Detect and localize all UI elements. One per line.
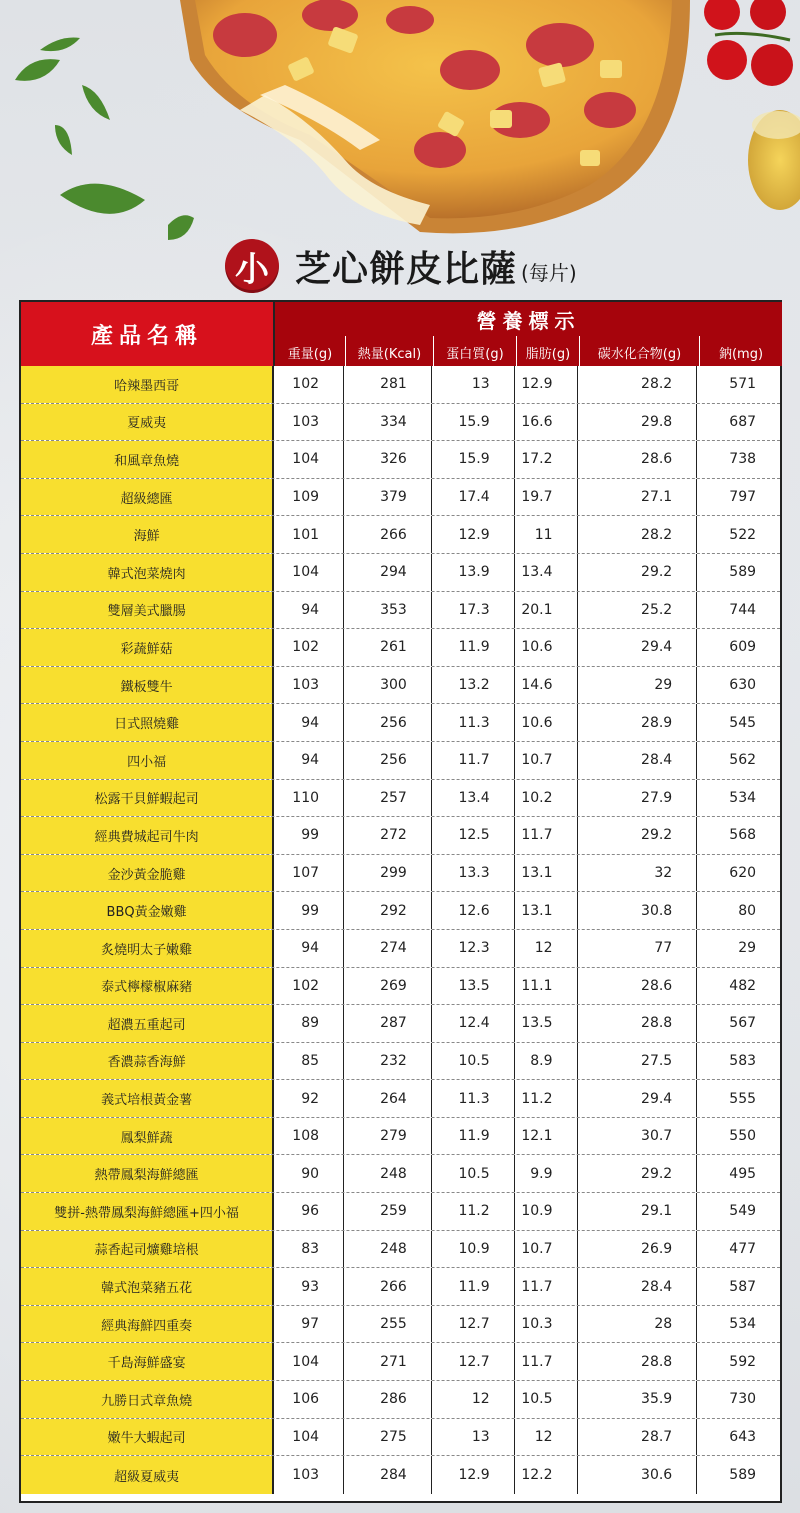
protein-cell: 17.3	[432, 592, 515, 629]
product-name-cell: 夏威夷	[21, 404, 274, 441]
calories-cell: 275	[344, 1419, 432, 1456]
table-row	[21, 780, 780, 818]
protein-cell: 10.5	[432, 1043, 515, 1080]
carbs-cell: 30.8	[578, 892, 698, 929]
fat-cell: 10.7	[515, 1231, 578, 1268]
table-row	[21, 892, 780, 930]
fat-cell: 10.5	[515, 1381, 578, 1418]
calories-cell: 299	[344, 855, 432, 892]
fat-cell: 8.9	[515, 1043, 578, 1080]
product-name-cell: 雙層美式臘腸	[21, 592, 274, 629]
column-header-weight: 重量(g)	[275, 336, 345, 366]
table-row	[21, 930, 780, 968]
product-name-cell: 九勝日式章魚燒	[21, 1381, 274, 1418]
carbs-cell: 28.8	[578, 1343, 698, 1380]
nutrition-group-header: 營養標示	[275, 302, 782, 336]
fat-cell: 12.9	[515, 366, 578, 403]
carbs-cell: 29.2	[578, 817, 698, 854]
calories-cell: 269	[344, 968, 432, 1005]
protein-cell: 12.7	[432, 1343, 515, 1380]
sodium-cell: 534	[729, 789, 757, 806]
protein-cell: 12.6	[432, 892, 515, 929]
calories-cell: 281	[344, 366, 432, 403]
weight-cell: 103	[274, 667, 344, 704]
table-row	[21, 1381, 780, 1419]
sodium-cell: 534	[729, 1316, 757, 1333]
product-name-cell: 彩蔬鮮菇	[21, 629, 274, 666]
carbs-cell: 28.8	[578, 1005, 698, 1042]
fat-cell: 10.2	[515, 780, 578, 817]
product-name-cell: 義式培根黃金薯	[21, 1080, 274, 1117]
protein-cell: 12.9	[432, 516, 515, 553]
fat-cell: 10.6	[515, 629, 578, 666]
sodium-cell: 522	[729, 526, 757, 543]
carbs-cell: 27.9	[578, 780, 698, 817]
protein-cell: 11.9	[432, 1268, 515, 1305]
product-name-cell: 韓式泡菜燒肉	[21, 554, 274, 591]
weight-cell: 106	[274, 1381, 344, 1418]
size-badge: 小	[225, 239, 279, 293]
product-name-cell: 香濃蒜香海鮮	[21, 1043, 274, 1080]
carbs-cell: 32	[578, 855, 698, 892]
product-name-cell: 千島海鮮盛宴	[21, 1343, 274, 1380]
sodium-cell: 687	[729, 413, 757, 430]
weight-cell: 90	[274, 1155, 344, 1192]
table-row	[21, 742, 780, 780]
table-row	[21, 404, 780, 442]
weight-cell: 92	[274, 1080, 344, 1117]
weight-cell: 103	[274, 1456, 344, 1494]
calories-cell: 326	[344, 441, 432, 478]
table-row	[21, 1193, 780, 1231]
weight-cell: 93	[274, 1268, 344, 1305]
table-row	[21, 817, 780, 855]
protein-cell: 11.2	[432, 1193, 515, 1230]
sodium-cell: 562	[729, 752, 757, 769]
weight-cell: 109	[274, 479, 344, 516]
calories-cell: 264	[344, 1080, 432, 1117]
protein-cell: 13.9	[432, 554, 515, 591]
calories-cell: 271	[344, 1343, 432, 1380]
protein-cell: 11.9	[432, 1118, 515, 1155]
protein-cell: 12.5	[432, 817, 515, 854]
product-name-cell: 松露干貝鮮蝦起司	[21, 780, 274, 817]
table-row	[21, 1231, 780, 1269]
calories-cell: 272	[344, 817, 432, 854]
page-subtitle: (每片)	[521, 260, 577, 285]
table-row	[21, 1343, 780, 1381]
carbs-cell: 27.5	[578, 1043, 698, 1080]
carbs-cell: 30.6	[578, 1456, 698, 1494]
carbs-cell: 28.4	[578, 742, 698, 779]
table-row	[21, 479, 780, 517]
sodium-cell: 797	[729, 489, 757, 506]
fat-cell: 10.7	[515, 742, 578, 779]
carbs-cell: 28	[578, 1306, 698, 1343]
calories-cell: 256	[344, 742, 432, 779]
sodium-cell: 738	[729, 451, 757, 468]
protein-cell: 11.3	[432, 1080, 515, 1117]
sodium-cell: 568	[729, 827, 757, 844]
fat-cell: 9.9	[515, 1155, 578, 1192]
protein-cell: 11.9	[432, 629, 515, 666]
carbs-cell: 29.2	[578, 1155, 698, 1192]
fat-cell: 11.1	[515, 968, 578, 1005]
fat-cell: 12	[515, 930, 578, 967]
fat-cell: 16.6	[515, 404, 578, 441]
calories-cell: 286	[344, 1381, 432, 1418]
carbs-cell: 28.9	[578, 704, 698, 741]
protein-cell: 12.7	[432, 1306, 515, 1343]
nutrition-column-headers	[275, 336, 782, 366]
weight-cell: 85	[274, 1043, 344, 1080]
table-row	[21, 968, 780, 1006]
carbs-cell: 28.6	[578, 441, 698, 478]
product-name-cell: 日式照燒雞	[21, 704, 274, 741]
product-name-cell: BBQ黃金嫩雞	[21, 892, 274, 929]
carbs-cell: 29.8	[578, 404, 698, 441]
fat-cell: 10.9	[515, 1193, 578, 1230]
fat-cell: 20.1	[515, 592, 578, 629]
sodium-cell: 643	[729, 1428, 757, 1445]
fat-cell: 11.7	[515, 1343, 578, 1380]
product-name-cell: 海鮮	[21, 516, 274, 553]
weight-cell: 102	[274, 968, 344, 1005]
sodium-cell: 567	[729, 1015, 757, 1032]
sodium-cell: 495	[729, 1165, 757, 1182]
calories-cell: 256	[344, 704, 432, 741]
carbs-cell: 35.9	[578, 1381, 698, 1418]
sodium-cell: 620	[729, 865, 757, 882]
sodium-cell: 592	[729, 1353, 757, 1370]
column-header-sodium: 鈉(mg)	[699, 336, 782, 366]
weight-cell: 104	[274, 554, 344, 591]
table-row	[21, 629, 780, 667]
protein-cell: 12.4	[432, 1005, 515, 1042]
sodium-cell: 29	[738, 940, 757, 957]
calories-cell: 279	[344, 1118, 432, 1155]
carbs-cell: 28.2	[578, 366, 698, 403]
table-row	[21, 1043, 780, 1081]
product-name-cell: 超級夏威夷	[21, 1456, 274, 1494]
table-row	[21, 366, 780, 404]
table-row	[21, 592, 780, 630]
product-name-cell: 經典費城起司牛肉	[21, 817, 274, 854]
weight-cell: 102	[274, 366, 344, 403]
table-row	[21, 1456, 780, 1494]
product-name-cell: 經典海鮮四重奏	[21, 1306, 274, 1343]
product-name-header: 產品名稱	[21, 302, 275, 366]
carbs-cell: 29.2	[578, 554, 698, 591]
fat-cell: 19.7	[515, 479, 578, 516]
carbs-cell: 28.4	[578, 1268, 698, 1305]
protein-cell: 17.4	[432, 479, 515, 516]
sodium-cell: 477	[729, 1240, 757, 1257]
fat-cell: 11	[515, 516, 578, 553]
calories-cell: 266	[344, 1268, 432, 1305]
carbs-cell: 29.4	[578, 629, 698, 666]
calories-cell: 294	[344, 554, 432, 591]
calories-cell: 334	[344, 404, 432, 441]
table-row	[21, 1155, 780, 1193]
product-name-cell: 熱帶鳳梨海鮮總匯	[21, 1155, 274, 1192]
sodium-cell: 482	[729, 977, 757, 994]
table-row	[21, 1005, 780, 1043]
weight-cell: 104	[274, 441, 344, 478]
weight-cell: 97	[274, 1306, 344, 1343]
fat-cell: 12.2	[515, 1456, 578, 1494]
table-row	[21, 1080, 780, 1118]
table-row	[21, 516, 780, 554]
calories-cell: 232	[344, 1043, 432, 1080]
weight-cell: 83	[274, 1231, 344, 1268]
fat-cell: 13.4	[515, 554, 578, 591]
product-name-cell: 韓式泡菜豬五花	[21, 1268, 274, 1305]
protein-cell: 13.5	[432, 968, 515, 1005]
nutrition-table	[19, 300, 782, 1503]
sodium-cell: 744	[729, 601, 757, 618]
protein-cell: 10.5	[432, 1155, 515, 1192]
table-row	[21, 441, 780, 479]
protein-cell: 15.9	[432, 441, 515, 478]
protein-cell: 15.9	[432, 404, 515, 441]
weight-cell: 94	[274, 742, 344, 779]
product-name-cell: 四小福	[21, 742, 274, 779]
column-header-carbs: 碳水化合物(g)	[579, 336, 699, 366]
weight-cell: 94	[274, 704, 344, 741]
weight-cell: 96	[274, 1193, 344, 1230]
sodium-cell: 555	[729, 1090, 757, 1107]
sodium-cell: 589	[729, 1467, 757, 1484]
pizza-hero-image	[0, 0, 800, 240]
calories-cell: 353	[344, 592, 432, 629]
column-header-calories: 熱量(Kcal)	[345, 336, 433, 366]
protein-cell: 13.3	[432, 855, 515, 892]
carbs-cell: 29.1	[578, 1193, 698, 1230]
weight-cell: 108	[274, 1118, 344, 1155]
product-name-cell: 蒜香起司爌雞培根	[21, 1231, 274, 1268]
fat-cell: 14.6	[515, 667, 578, 704]
table-row	[21, 1268, 780, 1306]
table-body	[21, 366, 780, 1494]
sodium-cell: 550	[729, 1128, 757, 1145]
calories-cell: 261	[344, 629, 432, 666]
fat-cell: 17.2	[515, 441, 578, 478]
column-header-fat: 脂肪(g)	[516, 336, 579, 366]
calories-cell: 257	[344, 780, 432, 817]
fat-cell: 11.7	[515, 817, 578, 854]
calories-cell: 292	[344, 892, 432, 929]
protein-cell: 12.9	[432, 1456, 515, 1494]
protein-cell: 13.4	[432, 780, 515, 817]
sodium-cell: 730	[729, 1391, 757, 1408]
fat-cell: 11.2	[515, 1080, 578, 1117]
calories-cell: 274	[344, 930, 432, 967]
calories-cell: 300	[344, 667, 432, 704]
carbs-cell: 29.4	[578, 1080, 698, 1117]
calories-cell: 255	[344, 1306, 432, 1343]
product-name-cell: 鳳梨鮮蔬	[21, 1118, 274, 1155]
product-name-cell: 嫩牛大蝦起司	[21, 1419, 274, 1456]
weight-cell: 103	[274, 404, 344, 441]
carbs-cell: 77	[578, 930, 698, 967]
carbs-cell: 30.7	[578, 1118, 698, 1155]
sodium-cell: 80	[738, 902, 757, 919]
carbs-cell: 26.9	[578, 1231, 698, 1268]
sodium-cell: 589	[729, 564, 757, 581]
product-name-cell: 鐵板雙牛	[21, 667, 274, 704]
table-row	[21, 1419, 780, 1457]
sodium-cell: 571	[729, 376, 757, 393]
weight-cell: 102	[274, 629, 344, 666]
product-name-cell: 泰式檸檬椒麻豬	[21, 968, 274, 1005]
sodium-cell: 583	[729, 1052, 757, 1069]
sodium-cell: 609	[729, 639, 757, 656]
sodium-cell: 549	[729, 1203, 757, 1220]
weight-cell: 89	[274, 1005, 344, 1042]
calories-cell: 259	[344, 1193, 432, 1230]
carbs-cell: 28.7	[578, 1419, 698, 1456]
product-name-cell: 超濃五重起司	[21, 1005, 274, 1042]
carbs-cell: 25.2	[578, 592, 698, 629]
protein-cell: 13	[432, 1419, 515, 1456]
product-name-cell: 超級總匯	[21, 479, 274, 516]
table-row	[21, 1118, 780, 1156]
protein-cell: 12	[432, 1381, 515, 1418]
table-row	[21, 667, 780, 705]
weight-cell: 101	[274, 516, 344, 553]
product-name-cell: 雙拼-熱帶鳳梨海鮮總匯+四小福	[21, 1193, 274, 1230]
calories-cell: 287	[344, 1005, 432, 1042]
protein-cell: 12.3	[432, 930, 515, 967]
weight-cell: 94	[274, 592, 344, 629]
weight-cell: 104	[274, 1343, 344, 1380]
protein-cell: 13.2	[432, 667, 515, 704]
table-row	[21, 704, 780, 742]
protein-cell: 10.9	[432, 1231, 515, 1268]
fat-cell: 10.3	[515, 1306, 578, 1343]
protein-cell: 13	[432, 366, 515, 403]
product-name-cell: 金沙黃金脆雞	[21, 855, 274, 892]
fat-cell: 13.1	[515, 855, 578, 892]
page-header	[225, 238, 577, 294]
fat-cell: 13.5	[515, 1005, 578, 1042]
calories-cell: 248	[344, 1231, 432, 1268]
calories-cell: 248	[344, 1155, 432, 1192]
carbs-cell: 28.6	[578, 968, 698, 1005]
sodium-cell: 630	[729, 677, 757, 694]
weight-cell: 94	[274, 930, 344, 967]
page-title: 芝心餅皮比薩	[295, 248, 518, 290]
table-row	[21, 855, 780, 893]
carbs-cell: 27.1	[578, 479, 698, 516]
carbs-cell: 29	[578, 667, 698, 704]
product-name-cell: 哈辣墨西哥	[21, 366, 274, 403]
fat-cell: 12.1	[515, 1118, 578, 1155]
weight-cell: 107	[274, 855, 344, 892]
fat-cell: 13.1	[515, 892, 578, 929]
fat-cell: 10.6	[515, 704, 578, 741]
calories-cell: 379	[344, 479, 432, 516]
carbs-cell: 28.2	[578, 516, 698, 553]
protein-cell: 11.3	[432, 704, 515, 741]
sodium-cell: 545	[729, 714, 757, 731]
fat-cell: 12	[515, 1419, 578, 1456]
column-header-protein: 蛋白質(g)	[433, 336, 516, 366]
weight-cell: 99	[274, 817, 344, 854]
product-name-cell: 炙燒明太子嫩雞	[21, 930, 274, 967]
calories-cell: 266	[344, 516, 432, 553]
table-row	[21, 1306, 780, 1344]
weight-cell: 110	[274, 780, 344, 817]
product-name-cell: 和風章魚燒	[21, 441, 274, 478]
sodium-cell: 587	[729, 1278, 757, 1295]
table-row	[21, 554, 780, 592]
calories-cell: 284	[344, 1456, 432, 1494]
weight-cell: 99	[274, 892, 344, 929]
protein-cell: 11.7	[432, 742, 515, 779]
fat-cell: 11.7	[515, 1268, 578, 1305]
weight-cell: 104	[274, 1419, 344, 1456]
